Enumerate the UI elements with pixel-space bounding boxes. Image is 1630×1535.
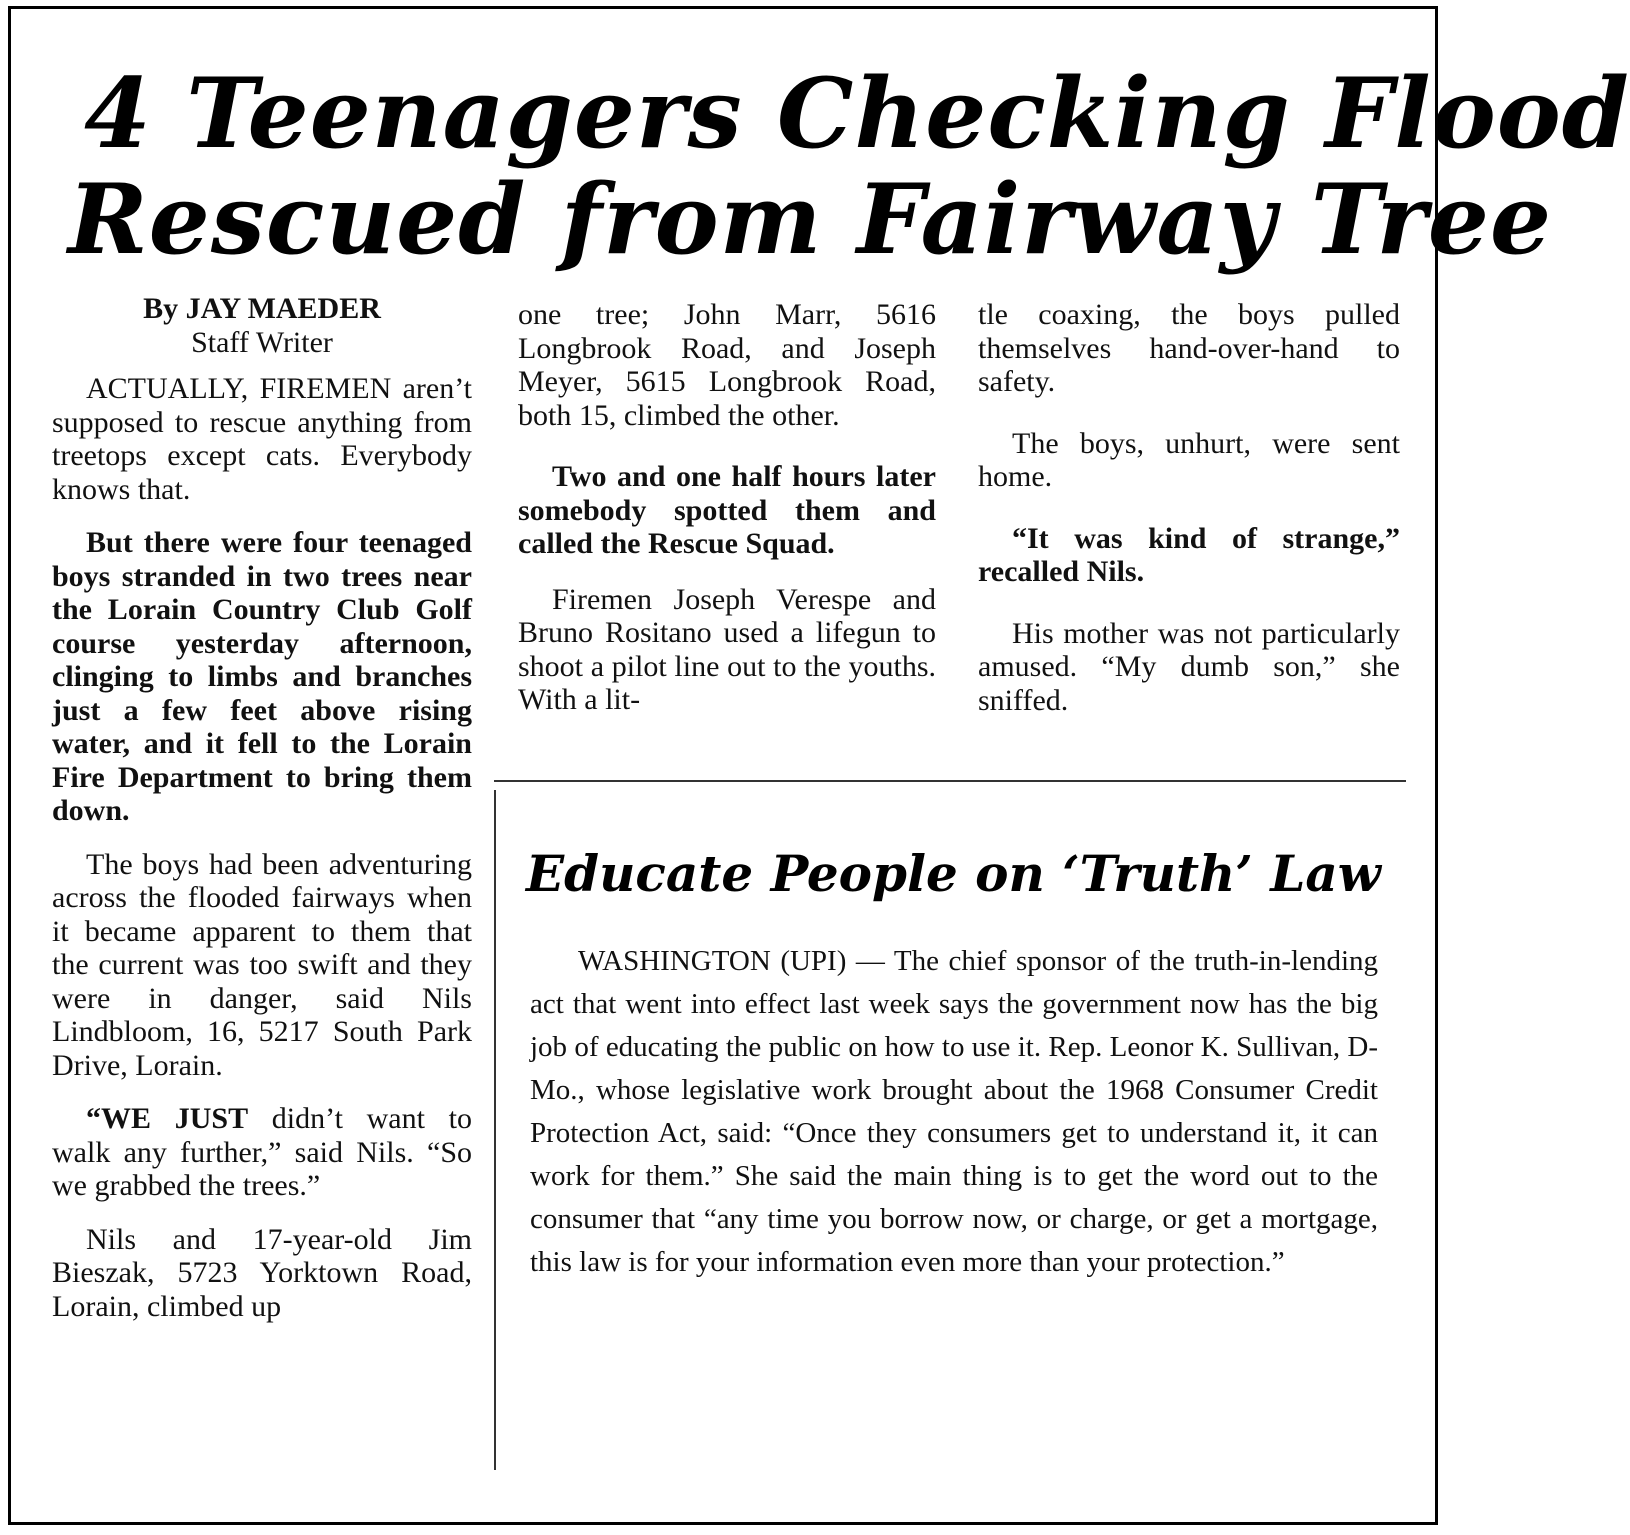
paragraph-10: The boys, unhurt, were sent home.: [978, 426, 1400, 493]
paragraph-12: His mother was not particularly amused. “My dumb son,” she sniffed.: [978, 616, 1400, 717]
paragraph-1: [52, 372, 472, 506]
byline-title: Staff Writer: [191, 326, 333, 359]
horizontal-divider: [494, 780, 1406, 782]
article-column-2: [518, 298, 936, 717]
paragraph-3: The boys had been adventuring across the flooded fairways when it became apparent to them that the current was too swift and they were in danger, said Nils Lindbloom, 16, 5217 South Park Drive, Lorain.: [52, 847, 472, 1082]
article-column-1: [52, 292, 472, 1323]
byline-name: By JAY MAEDER: [143, 292, 381, 325]
paragraph-4-rest: didn’t want to walk any further,” said Nils. “So we grabbed the trees.”: [52, 1102, 472, 1202]
paragraph-8: Firemen Joseph Verespe and Bruno Rositano used a lifegun to shoot a pilot line out to the youths. With a lit-: [518, 582, 936, 716]
article-column-3: [978, 298, 1400, 717]
paragraph-6: one tree; John Marr, 5616 Longbrook Road, and Joseph Meyer, 5615 Longbrook Road, both 15, climbed the other.: [518, 298, 936, 432]
byline: [52, 292, 472, 360]
paragraph-4-lead: “WE JUST: [86, 1102, 249, 1135]
paragraph-4: [52, 1102, 472, 1203]
paragraph-7: Two and one half hours later somebody spotted them and called the Rescue Squad.: [518, 460, 936, 560]
second-story-body: WASHINGTON (UPI) — The chief sponsor of the truth-in-lending act that went into effect last week says the government now has the big job of educating the public on how to use it. Rep. Leonor K. Sullivan, D-Mo., whose legislative work brought about the 1968 Consumer Credit Protection Act, said: “Once they consumers get to understand it, it can work for them.” She said the main thing is to get the word out to the consumer that “any time you borrow now, or charge, or get a mortgage, this law is for your information even more than your protection.”: [530, 945, 1378, 1278]
vertical-divider: [494, 790, 496, 1470]
paragraph-5: Nils and 17-year-old Jim Bieszak, 5723 Yorktown Road, Lorain, climbed up: [52, 1222, 472, 1323]
paragraph-1-lead: ACTUALLY, FIREMEN: [86, 372, 392, 405]
paragraph-9: tle coaxing, the boys pulled themselves hand-over-hand to safety.: [978, 298, 1400, 398]
second-story-headline: Educate People on ‘Truth’ Law: [526, 844, 1381, 903]
headline-line-2: Rescued from Fairway Tree: [68, 163, 1553, 276]
paragraph-11: “It was kind of strange,” recalled Nils.: [978, 521, 1400, 588]
paragraph-2: But there were four teenaged boys stranded in two trees near the Lorain Country Club Golf course yesterday afternoon, clinging to limbs and branches just a few feet above rising water, and it fell to the Lorain Fire Department to bring them down.: [52, 526, 472, 827]
headline-line-1: 4 Teenagers Checking Flood: [84, 57, 1630, 170]
second-story-column: [530, 940, 1378, 1284]
paragraph-1-rest: aren’t supposed to rescue anything from treetops except cats. Everybody knows that.: [52, 372, 473, 506]
